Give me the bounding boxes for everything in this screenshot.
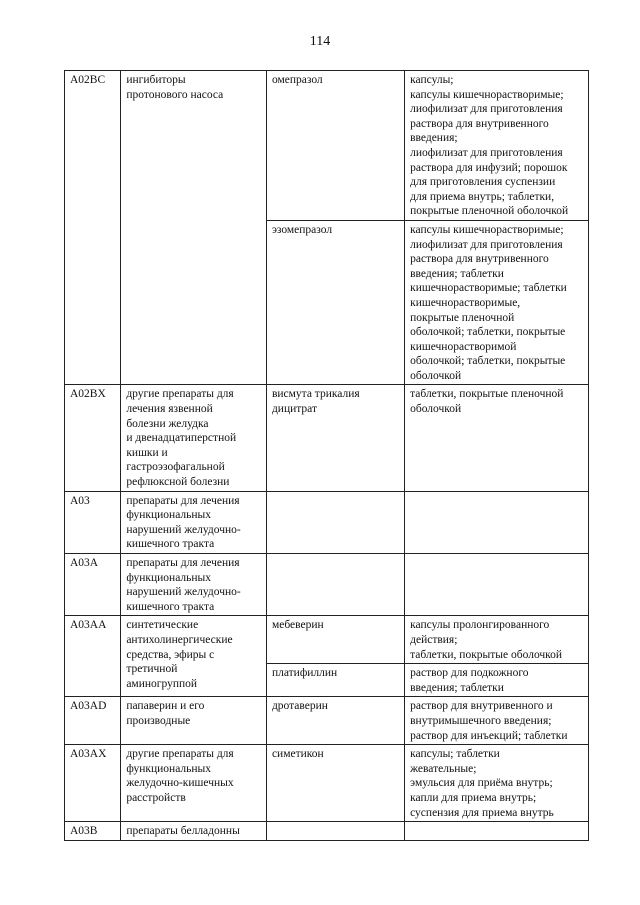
dosage-form-cell xyxy=(405,491,589,553)
atc-code-cell: A03AD xyxy=(65,697,121,745)
drug-name-cell xyxy=(266,491,404,553)
atc-code-cell: A03A xyxy=(65,554,121,616)
pharmacological-group-cell: другие препараты для лечения язвенной болезни желудка и двенадцатиперстной кишки и гастроэзофагальной рефлюксной болезни xyxy=(121,385,267,491)
pharmacological-group-cell: ингибиторы протонового насоса xyxy=(121,71,267,385)
dosage-form-cell: капсулы кишечнорастворимые; лиофилизат для приготовления раствора для внутривенного введения; таблетки кишечнорастворимые; таблетки кишечнорастворимые, покрытые пленочной оболочкой; таблетки, покрытые кишечнорастворимой оболочкой; таблетки, покрытые оболочкой xyxy=(405,220,589,385)
dosage-form-cell: раствор для подкожного введения; таблетки xyxy=(405,664,589,697)
table-row xyxy=(65,554,589,616)
drug-name-cell: эзомепразол xyxy=(266,220,404,385)
dosage-form-cell: капсулы; капсулы кишечнорастворимые; лиофилизат для приготовления раствора для внутривенного введения; лиофилизат для приготовления раствора для инфузий; порошок для приготовления суспензии для приема внутрь; таблетки, покрытые пленочной оболочкой xyxy=(405,71,589,221)
table-row xyxy=(65,745,589,822)
dosage-form-cell: раствор для внутривенного и внутримышечного введения; раствор для инъекций; таблетки xyxy=(405,697,589,745)
pharmacological-group-cell: папаверин и его производные xyxy=(121,697,267,745)
drug-name-cell xyxy=(266,822,404,841)
drug-name-cell: мебеверин xyxy=(266,616,404,664)
drug-name-cell xyxy=(266,554,404,616)
atc-code-cell: A03AX xyxy=(65,745,121,822)
dosage-form-cell xyxy=(405,554,589,616)
pharmacological-group-cell: другие препараты для функциональных желудочно-кишечных расстройств xyxy=(121,745,267,822)
drug-name-cell: дротаверин xyxy=(266,697,404,745)
drug-name-cell: симетикон xyxy=(266,745,404,822)
pharmacological-group-cell: синтетические антихолинергические средства, эфиры с третичной аминогруппой xyxy=(121,616,267,697)
atc-code-cell: A03AA xyxy=(65,616,121,697)
page-number: 114 xyxy=(309,34,331,49)
drug-name-cell: омепразол xyxy=(266,71,404,221)
dosage-form-cell: таблетки, покрытые пленочной оболочкой xyxy=(405,385,589,491)
dosage-form-cell: капсулы; таблетки жевательные; эмульсия для приёма внутрь; капли для приема внутрь; суспензия для приема внутрь xyxy=(405,745,589,822)
pharmacological-group-cell: препараты для лечения функциональных нарушений желудочно- кишечного тракта xyxy=(121,491,267,553)
drug-name-cell: платифиллин xyxy=(266,664,404,697)
drug-name-cell: висмута трикалия дицитрат xyxy=(266,385,404,491)
dosage-form-cell xyxy=(405,822,589,841)
table-row xyxy=(65,71,589,221)
table-row xyxy=(65,822,589,841)
table-row xyxy=(65,697,589,745)
drug-table xyxy=(64,70,589,841)
atc-code-cell: A02BC xyxy=(65,71,121,385)
table-row xyxy=(65,616,589,664)
atc-code-cell: A03B xyxy=(65,822,121,841)
table-row xyxy=(65,491,589,553)
dosage-form-cell: капсулы пролонгированного действия; таблетки, покрытые оболочкой xyxy=(405,616,589,664)
pharmacological-group-cell: препараты для лечения функциональных нарушений желудочно- кишечного тракта xyxy=(121,554,267,616)
atc-code-cell: A02BX xyxy=(65,385,121,491)
table-row xyxy=(65,385,589,491)
pharmacological-group-cell: препараты белладонны xyxy=(121,822,267,841)
atc-code-cell: A03 xyxy=(65,491,121,553)
